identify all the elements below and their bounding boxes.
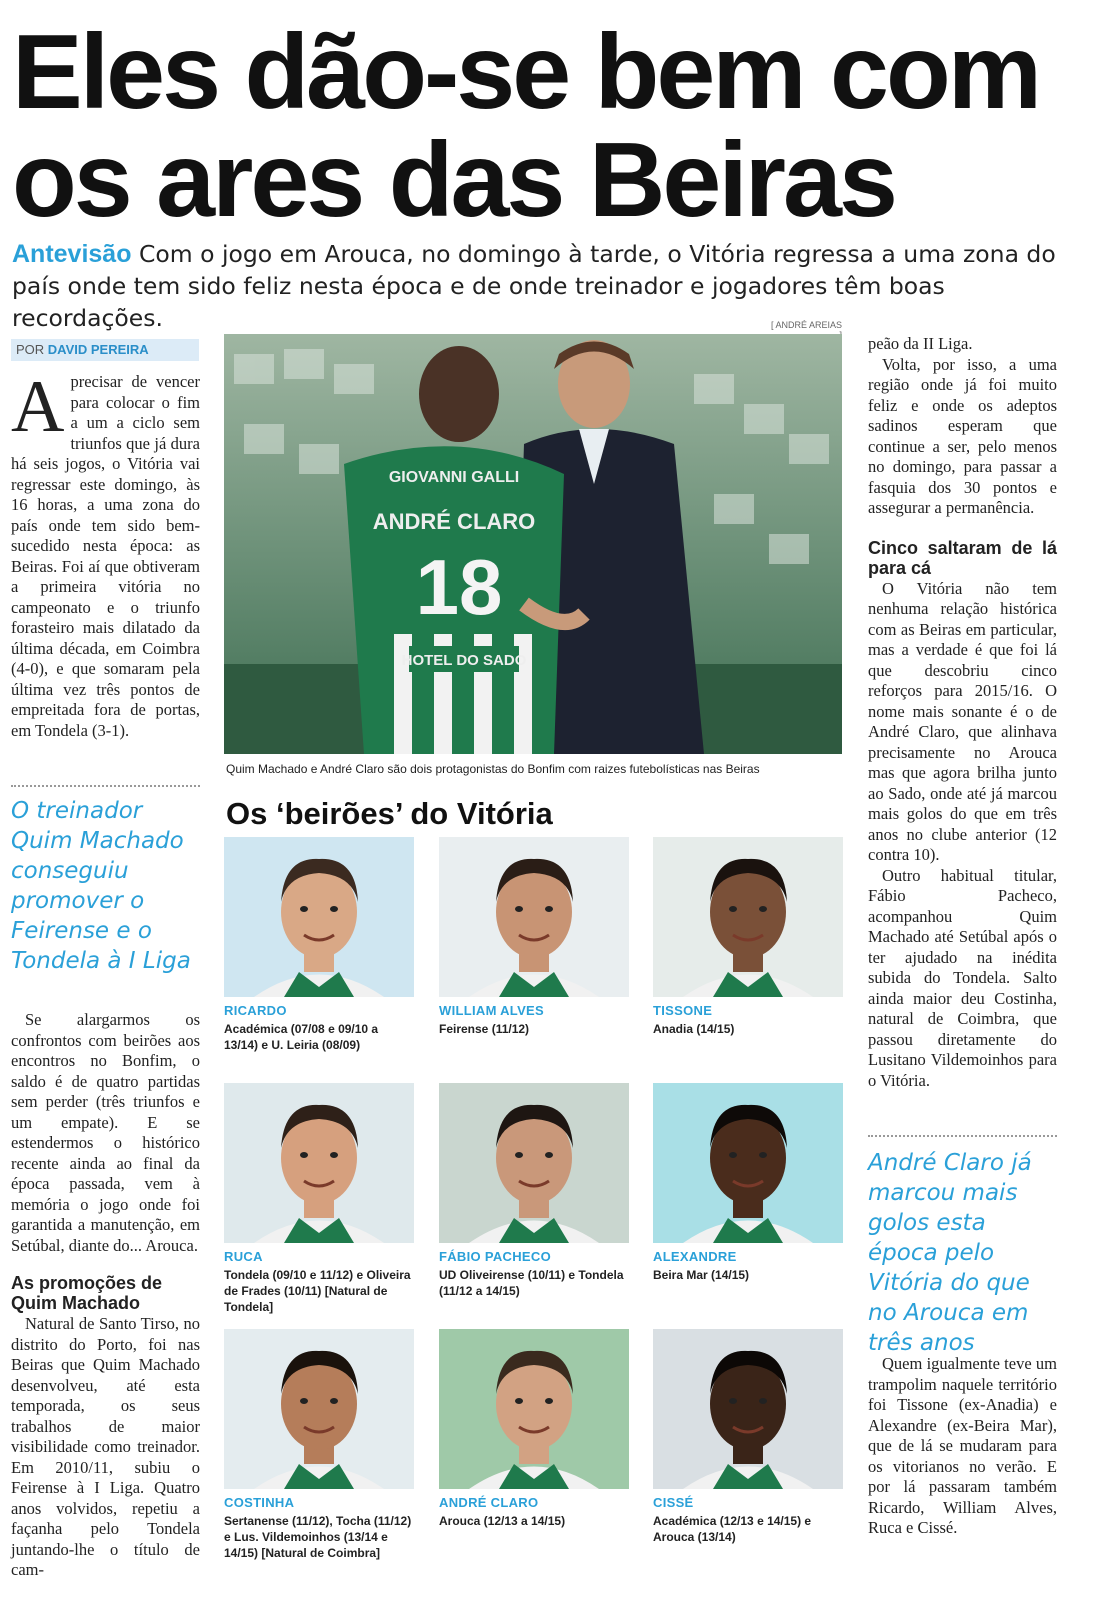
player-name: RICARDO <box>224 1003 287 1018</box>
player-card-william-alves <box>439 837 629 1037</box>
byline-author: DAVID PEREIRA <box>47 342 149 357</box>
lead-text: Com o jogo em Arouca, no domingo à tarde, o Vitória regressa a uma zona do país onde tem sido feliz nesta época e de onde treinador e jogadores têm boas recordações. <box>12 240 1056 332</box>
player-card-cisse <box>653 1329 843 1545</box>
player-card-ruca <box>224 1083 414 1315</box>
player-portrait <box>439 1083 629 1243</box>
player-portrait <box>653 1329 843 1489</box>
column-1-bottom <box>11 1273 200 1581</box>
player-portrait <box>439 1329 629 1489</box>
col3-paragraph-3: Outro habitual titular, Fábio Pacheco, acompanhou Quim Machado até Setúbal após o ter ajudado na inédita subida do Tondela. Salto ainda maior deu Costinha, natural de Coimbra, que passou diretamente do Lusitano Vildemoinhos para o Vitória. <box>868 865 1057 1090</box>
shirt-sponsor-bottom-text: HOTEL DO SADO <box>401 652 527 669</box>
column-3-bottom <box>868 1354 1057 1539</box>
col1-paragraph-1 <box>11 366 200 741</box>
player-card-fabio-pacheco <box>439 1083 629 1299</box>
headline-line-2: os ares das Beiras <box>12 121 895 239</box>
player-clubs: UD Oliveirense (10/11) e Tondela (11/12 a 14/15) <box>439 1268 624 1298</box>
player-portrait <box>653 837 843 997</box>
main-photo-illustration <box>224 334 842 754</box>
player-name: COSTINHA <box>224 1495 295 1510</box>
player-photo <box>653 1329 843 1489</box>
player-clubs: Anadia (14/15) <box>653 1022 735 1036</box>
player-name: CISSÉ <box>653 1495 694 1510</box>
photo-caption: Quim Machado e André Claro são dois protagonistas do Bonfim com raizes futebolísticas nas Beiras <box>226 762 760 776</box>
lead-kicker: Antevisão <box>12 240 132 268</box>
section-title: Os ‘beirões’ do Vitória <box>226 796 553 831</box>
column-1-top <box>11 366 200 741</box>
player-photo <box>653 1083 843 1243</box>
player-portrait <box>224 837 414 997</box>
player-clubs: Feirense (11/12) <box>439 1022 530 1036</box>
player-name: WILLIAM ALVES <box>439 1003 544 1018</box>
player-card-andre-claro <box>439 1329 629 1529</box>
player-card-alexandre <box>653 1083 843 1283</box>
player-card-tissone <box>653 837 843 1037</box>
byline <box>11 339 199 361</box>
player-card-ricardo <box>224 837 414 1053</box>
player-card-costinha <box>224 1329 414 1561</box>
player-name: ALEXANDRE <box>653 1249 737 1264</box>
col1-paragraph-3: Natural de Santo Tirso, no distrito do Porto, foi nas Beiras que Quim Machado desenvolveu, até esta temporada, os seus trabalhos de maior visibilidade como treinador. Em 2010/11, subiu o Feirense à I Liga. Quatro anos volvidos, repetiu a façanha pelo Tondela juntando-lhe o título de cam- <box>11 1314 200 1579</box>
player-portrait <box>653 1083 843 1243</box>
player-clubs: Sertanense (11/12), Tocha (11/12) e Lus. Vildemoinhos (13/14 e 14/15) [Natural de Coimbra] <box>224 1514 412 1560</box>
col3-paragraph-1: Volta, por isso, a uma região onde já foi muito feliz e onde os adeptos sadinos esperam que continue a ser, pelo menos no domingo, para passar a fasquia dos 30 pontos e assegurar a permanência. <box>868 354 1057 517</box>
col3-paragraph-4: Quem igualmente teve um trampolim naquele território foi Tissone (ex-Anadia) e Alexandre (ex-Beira Mar), que de lá se mudaram para os vitorianos no verão. E por lá passaram também Ricardo, William Alves, Ruca e Cissé. <box>868 1354 1057 1537</box>
col1-paragraph-1-text: precisar de vencer para colocar o fim a um a ciclo sem triunfos que já dura há seis jogos, o Vitória vai regressar este domingo, às 16 horas, a uma zona do país onde tem sido bem-sucedido nesta época: as Beiras. Foi aí que obtiveram a primeira vitória no campeonato e o triunfo forasteiro mais dilatado da última década, em Coimbra (4-0), e que somaram pela última vez três pontos de empreitada fora de portas, em Tondela (3-1). <box>11 372 200 740</box>
shirt-name-text: ANDRÉ CLARO <box>372 509 536 534</box>
player-name: RUCA <box>224 1249 263 1264</box>
player-clubs: Tondela (09/10 e 11/12) e Oliveira de Frades (10/11) [Natural de Tondela] <box>224 1268 411 1314</box>
divider <box>11 785 200 787</box>
subhead-promocoes: As promoções de Quim Machado <box>11 1273 163 1313</box>
player-photo <box>439 1329 629 1489</box>
column-1-middle <box>11 1010 200 1256</box>
main-photo <box>224 334 842 754</box>
column-3-top <box>868 334 1057 1091</box>
player-photo <box>439 1083 629 1243</box>
player-clubs: Académica (07/08 e 09/10 a 13/14) e U. Leiria (08/09) <box>224 1022 379 1052</box>
player-portrait <box>224 1329 414 1489</box>
player-name: TISSONE <box>653 1003 713 1018</box>
byline-prefix: POR <box>16 342 48 357</box>
col1-paragraph-2: Se alargarmos os confrontos com beirões aos encontros no Bonfim, o saldo é de quatro partidas sem perder (três triunfos e um empate). E se estendermos o histórico recente ainda ao final da época passada, vem à memória o jogo onde foi garantida a manutenção, em Setúbal, diante do... Arouca. <box>11 1010 200 1255</box>
col3-paragraph-2: O Vitória não tem nenhuma relação histórica com as Beiras em particular, mas a verdade é que foi lá que descobriu cinco reforços para 2015/16. O nome mais sonante é o de André Claro, que alinhava precisamente no Arouca mas que agora brilha junto ao Sado, onde até já marcou mais golos do que em três anos no clube anterior (12 contra 10). <box>868 578 1057 864</box>
player-clubs: Arouca (12/13 a 14/15) <box>439 1514 566 1528</box>
subhead-cinco-saltaram: Cinco saltaram de lá para cá <box>868 537 1057 578</box>
lead-paragraph <box>12 238 1082 334</box>
divider <box>868 1135 1057 1137</box>
pull-quote-1: O treinador Quim Machado conseguiu promover o Feirense e o Tondela à I Liga <box>11 798 191 974</box>
player-photo <box>224 837 414 997</box>
shirt-sponsor-text: GIOVANNI GALLI <box>388 469 520 486</box>
player-photo <box>653 837 843 997</box>
player-name: FÁBIO PACHECO <box>439 1249 551 1264</box>
player-portrait <box>439 837 629 997</box>
shirt-number-text: 18 <box>415 543 503 631</box>
player-photo <box>439 837 629 997</box>
player-photo <box>224 1083 414 1243</box>
player-portrait <box>224 1083 414 1243</box>
drop-cap: A <box>11 366 65 448</box>
photo-credit: [ ANDRÉ AREIAS <box>770 320 842 330</box>
player-name: ANDRÉ CLARO <box>439 1495 539 1510</box>
headline-line-1: Eles dão-se bem com <box>12 13 1039 131</box>
headline <box>12 13 1087 239</box>
player-photo <box>224 1329 414 1489</box>
pull-quote-2: André Claro já marcou mais golos esta época pelo Vitória do que no Arouca em três anos <box>868 1150 1032 1356</box>
player-clubs: Académica (12/13 e 14/15) e Arouca (13/14) <box>653 1514 812 1544</box>
player-clubs: Beira Mar (14/15) <box>653 1268 750 1282</box>
col3-paragraph-0: peão da II Liga. <box>868 334 973 353</box>
